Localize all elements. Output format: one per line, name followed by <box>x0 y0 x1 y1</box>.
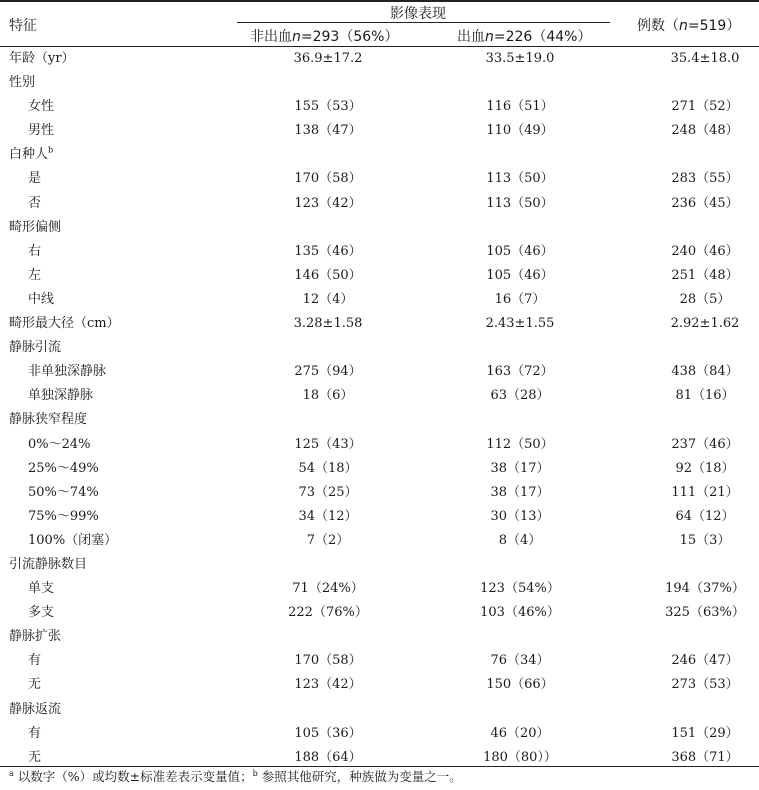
non-hemorrhage-cell: 73（25） <box>298 484 358 500</box>
hemorrhage-cell: 163（72） <box>486 364 554 380</box>
non-hemorrhage-cell: 12（4） <box>302 291 354 307</box>
non-hemorrhage-cell: 105（36） <box>294 725 362 741</box>
hemorrhage-cell: 2.43±1.55 <box>485 316 555 332</box>
header-imaging: 影像表现 <box>390 6 446 22</box>
row-label <box>9 629 61 645</box>
header-imaging-underline <box>237 22 610 23</box>
table-row <box>0 601 759 625</box>
hemorrhage-cell: 116（51） <box>486 99 554 115</box>
table-row <box>0 673 759 697</box>
total-cell: 251（48） <box>671 267 739 283</box>
non-hemorrhage-cell: 123（42） <box>294 677 362 693</box>
total-cell: 246（47） <box>671 653 739 669</box>
hemorrhage-cell: 8（4） <box>498 532 542 548</box>
hemorrhage-cell: 63（28） <box>490 388 550 404</box>
row-label <box>9 75 35 91</box>
row-label-text: 静脉扩张 <box>9 629 62 645</box>
row-label <box>9 220 61 236</box>
table-row <box>0 312 759 336</box>
header-non-hemorrhage <box>250 26 398 46</box>
hemorrhage-cell: 38（17） <box>490 460 550 476</box>
total-cell: 35.4±18.0 <box>670 51 740 66</box>
non-hemorrhage-cell: 123（42） <box>294 195 362 211</box>
hemorrhage-cell: 110（49） <box>486 123 554 139</box>
row-label <box>9 412 87 428</box>
row-label-text: 非单独深静脉 <box>28 364 107 380</box>
footnote-a-text: 以数字（%）或均数±标准差表示变量值； <box>13 769 253 784</box>
row-label-text: 性别 <box>9 75 36 91</box>
row-label-text: 男性 <box>28 123 55 139</box>
table-row <box>0 167 759 191</box>
total-cell: 81（16） <box>675 388 735 404</box>
row-label-text: 有 <box>28 653 42 669</box>
non-hemorrhage-cell: 3.28±1.58 <box>293 316 363 332</box>
table-row <box>0 481 759 505</box>
row-label <box>28 123 54 139</box>
table-row <box>0 288 759 312</box>
header-total-suffix: =519） <box>687 18 741 34</box>
row-label-text: 年龄（yr） <box>9 51 75 66</box>
hemorrhage-cell: 30（13） <box>490 508 550 524</box>
row-label <box>28 244 41 260</box>
table-row <box>0 216 759 240</box>
non-hemorrhage-cell: 170（58） <box>294 171 362 187</box>
row-label-text: 女性 <box>28 99 55 115</box>
table-row <box>0 649 759 673</box>
non-hemorrhage-cell: 138（47） <box>294 123 362 139</box>
total-cell: 111（21） <box>671 484 739 500</box>
total-cell: 273（53） <box>671 677 739 693</box>
table-row <box>0 71 759 95</box>
row-label-footnote-mark: b <box>48 146 54 156</box>
row-label <box>28 461 99 477</box>
hemorrhage-cell: 76（34） <box>490 653 550 669</box>
total-cell: 237（46） <box>671 436 739 452</box>
row-label <box>28 485 99 501</box>
row-label <box>28 437 91 453</box>
row-label-text: 有 <box>28 725 42 741</box>
table-row <box>0 577 759 601</box>
table-row <box>0 408 759 432</box>
non-hemorrhage-cell: 54（18） <box>298 460 358 476</box>
table-row <box>0 722 759 746</box>
hemorrhage-cell: 38（17） <box>490 484 550 500</box>
row-label-text: 畸形最大径（cm） <box>9 316 120 332</box>
row-label <box>28 509 99 525</box>
table-row <box>0 95 759 119</box>
total-cell: 240（46） <box>671 243 739 259</box>
table-row <box>0 360 759 384</box>
hemorrhage-cell: 46（20） <box>490 725 550 741</box>
table-row <box>0 505 759 529</box>
non-hemorrhage-cell: 125（43） <box>294 436 362 452</box>
hemorrhage-cell: 103（46%） <box>480 605 560 621</box>
table-row <box>0 457 759 481</box>
row-label-text: 畸形偏侧 <box>9 219 62 235</box>
header-total <box>637 15 740 35</box>
row-label <box>28 292 54 308</box>
header-non-hemorrhage-n: n <box>292 29 301 45</box>
non-hemorrhage-cell: 275（94） <box>294 364 362 380</box>
non-hemorrhage-cell: 170（58） <box>294 653 362 669</box>
total-cell: 325（63%） <box>665 605 745 621</box>
header-hemorrhage <box>457 26 591 46</box>
table-row <box>0 47 759 71</box>
total-cell: 236（45） <box>671 195 739 211</box>
row-label-text: 无 <box>28 677 42 693</box>
hemorrhage-cell: 113（50） <box>486 171 554 187</box>
row-label <box>9 316 120 332</box>
row-label-text: 引流静脉数目 <box>9 556 88 572</box>
total-cell: 368（71） <box>671 749 739 765</box>
non-hemorrhage-cell: 34（12） <box>298 508 358 524</box>
row-label <box>9 557 87 573</box>
table-row <box>0 698 759 722</box>
non-hemorrhage-cell: 135（46） <box>294 243 362 259</box>
non-hemorrhage-cell: 71（24%） <box>292 581 364 597</box>
row-label-text: 100%（闭塞） <box>28 532 118 548</box>
header-hemorrhage-prefix: 出血 <box>457 29 485 45</box>
non-hemorrhage-cell: 155（53） <box>294 99 362 115</box>
row-label <box>28 388 93 404</box>
row-label <box>28 364 106 380</box>
total-cell: 151（29） <box>671 725 739 741</box>
row-label <box>28 605 54 621</box>
total-cell: 438（84） <box>671 364 739 380</box>
non-hemorrhage-cell: 188（64） <box>294 749 362 765</box>
table-row <box>0 119 759 143</box>
row-label-text: 否 <box>28 195 42 211</box>
row-label-text: 50%～74% <box>28 484 99 500</box>
table-row <box>0 433 759 457</box>
row-label-text: 无 <box>28 749 42 765</box>
row-label <box>9 340 61 356</box>
table-top-rule <box>0 0 759 2</box>
hemorrhage-cell: 150（66） <box>486 677 554 693</box>
row-label-text: 静脉引流 <box>9 340 62 356</box>
row-label-text: 中线 <box>28 291 55 307</box>
total-cell: 271（52） <box>671 99 739 115</box>
row-label-text: 是 <box>28 171 42 187</box>
total-cell: 28（5） <box>679 291 731 307</box>
row-label <box>28 171 41 187</box>
footnote-b-text: 参照其他研究，种族做为变量之一。 <box>257 769 462 784</box>
non-hemorrhage-cell: 36.9±17.2 <box>293 51 363 66</box>
row-label-text: 白种人 <box>9 147 49 163</box>
hemorrhage-cell: 33.5±19.0 <box>485 51 555 66</box>
hemorrhage-cell: 112（50） <box>486 436 554 452</box>
header-non-hemorrhage-prefix: 非出血 <box>250 29 292 45</box>
table-row <box>0 143 759 167</box>
row-label <box>28 750 41 766</box>
total-cell: 194（37%） <box>665 581 745 597</box>
table-row <box>0 529 759 553</box>
hemorrhage-cell: 180（80）） <box>483 749 557 765</box>
row-label-text: 25%～49% <box>28 460 99 476</box>
table-row <box>0 625 759 649</box>
total-cell: 248（48） <box>671 123 739 139</box>
total-cell: 2.92±1.62 <box>670 316 740 332</box>
footnote-b-mark: b <box>252 768 258 778</box>
row-label <box>28 268 41 284</box>
footnote <box>9 767 462 785</box>
footnote-a-mark: a <box>9 768 14 778</box>
row-label-text: 单支 <box>28 581 55 597</box>
non-hemorrhage-cell: 7（2） <box>306 532 350 548</box>
row-label-text: 静脉返流 <box>9 701 62 717</box>
total-cell: 64（12） <box>675 508 735 524</box>
total-cell: 283（55） <box>671 171 739 187</box>
hemorrhage-cell: 113（50） <box>486 195 554 211</box>
hemorrhage-cell: 123（54%） <box>480 581 560 597</box>
header-hemorrhage-n: n <box>485 29 494 45</box>
table-row <box>0 553 759 577</box>
hemorrhage-cell: 105（46） <box>486 243 554 259</box>
table-row <box>0 384 759 408</box>
row-label-text: 静脉狭窄程度 <box>9 412 88 428</box>
table-body <box>0 47 759 770</box>
row-label-text: 0%～24% <box>28 436 91 452</box>
table-row <box>0 264 759 288</box>
row-label-text: 左 <box>28 267 42 283</box>
total-cell: 92（18） <box>675 460 735 476</box>
non-hemorrhage-cell: 18（6） <box>302 388 354 404</box>
row-label <box>9 51 75 67</box>
non-hemorrhage-cell: 146（50） <box>294 267 362 283</box>
row-label-text: 右 <box>28 243 42 259</box>
total-cell: 15（3） <box>679 532 731 548</box>
row-label-text: 多支 <box>28 605 55 621</box>
table-row <box>0 240 759 264</box>
row-label <box>28 99 54 115</box>
header-non-hemorrhage-suffix: =293（56%） <box>300 29 399 45</box>
row-label-text: 75%～99% <box>28 508 99 524</box>
row-label <box>28 726 41 742</box>
row-label <box>28 533 117 549</box>
header-total-prefix: 例数（ <box>637 18 679 34</box>
header-total-n: n <box>679 18 688 34</box>
non-hemorrhage-cell: 222（76%） <box>288 605 368 621</box>
table-row <box>0 192 759 216</box>
row-label <box>28 196 41 212</box>
row-label <box>9 147 53 163</box>
row-label <box>28 677 41 693</box>
hemorrhage-cell: 105（46） <box>486 267 554 283</box>
hemorrhage-cell: 16（7） <box>494 291 546 307</box>
row-label <box>28 581 54 597</box>
header-hemorrhage-suffix: =226（44%） <box>493 29 592 45</box>
header-feature: 特征 <box>9 18 37 34</box>
row-label <box>28 653 41 669</box>
row-label-text: 单独深静脉 <box>28 388 94 404</box>
row-label <box>9 702 61 718</box>
table-row <box>0 336 759 360</box>
